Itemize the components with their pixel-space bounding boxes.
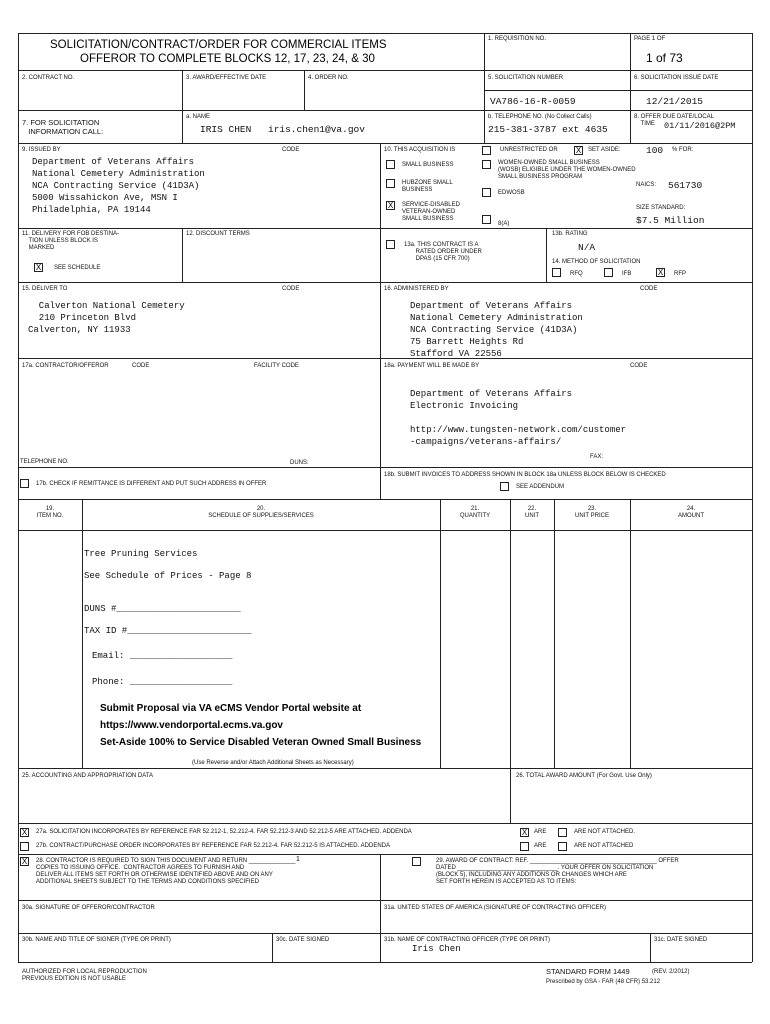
small-business-label: SMALL BUSINESS <box>402 162 454 168</box>
issue-date-label: 6. SOLICITATION ISSUE DATE <box>634 75 719 81</box>
27b-checkbox[interactable] <box>20 842 29 851</box>
solicitation-no-value: VA786-16-R-0059 <box>490 96 576 107</box>
unrestricted-label: UNRESTRICTED OR <box>500 147 558 153</box>
see-addendum-checkbox[interactable] <box>500 482 509 491</box>
issue-date-value: 12/21/2015 <box>646 96 704 107</box>
rule <box>18 962 752 963</box>
31b-value: Iris Chen <box>412 944 461 954</box>
28-checkbox[interactable]: X <box>21 857 28 866</box>
telephone-label: TELEPHONE NO. <box>20 459 69 465</box>
submit-invoices-label: 18b. SUBMIT INVOICES TO ADDRESS SHOWN IN BLOCK 18a UNLESS BLOCK BELOW IS CHECKED <box>384 472 666 478</box>
8a-label: 8(A) <box>498 221 510 227</box>
total-award-label: 26. TOTAL AWARD AMOUNT (For Govt. Use Only) <box>516 773 652 779</box>
30c-label: 30c. DATE SIGNED <box>276 937 330 943</box>
discount-label: 12. DISCOUNT TERMS <box>186 231 250 237</box>
rule <box>18 499 752 500</box>
schedule-tax-id: TAX ID #_______________________ <box>84 626 252 636</box>
27a-are-not-checkbox[interactable] <box>558 828 567 837</box>
ifb-label: IFB <box>622 271 632 277</box>
29-checkbox[interactable] <box>412 857 421 866</box>
rule <box>182 228 183 282</box>
rule <box>18 33 19 962</box>
duns-label: DUNS: <box>290 460 309 466</box>
rule <box>510 768 511 823</box>
rule <box>182 70 183 143</box>
rule <box>752 33 753 962</box>
rule <box>630 499 631 768</box>
rating-label: 13b. RATING <box>552 231 588 237</box>
31c-label: 31c. DATE SIGNED <box>654 937 708 943</box>
col-unit: 22. UNIT <box>525 506 539 519</box>
rule <box>18 768 752 769</box>
27a-are-checkbox[interactable]: X <box>521 828 528 837</box>
col-amount: 24. AMOUNT <box>678 506 704 519</box>
footer-standard-form: STANDARD FORM 1449 <box>546 967 630 976</box>
rule <box>650 933 651 962</box>
set-aside-checkbox[interactable]: X <box>575 146 582 155</box>
27b-are-not-checkbox[interactable] <box>558 842 567 851</box>
wosb-label: WOMEN-OWNED SMALL BUSINESS (WOSB) ELIGIBLE UNDER THE WOMEN-OWNED SMALL BUSINESS PROGRAM <box>498 160 636 180</box>
naics-value: 561730 <box>668 180 703 191</box>
schedule-email: Email: ___________________ <box>92 651 233 661</box>
footer-revision: (REV. 2/2012) <box>652 969 690 975</box>
30a-label: 30a. SIGNATURE OF OFFEROR/CONTRACTOR <box>22 905 155 911</box>
remittance-checkbox[interactable] <box>20 479 29 488</box>
issued-by-code-label: CODE <box>282 147 300 153</box>
facility-code-label: FACILITY CODE <box>254 363 299 369</box>
size-standard-label: SIZE STANDARD: <box>636 205 686 211</box>
rule <box>18 110 752 111</box>
fob-label: 11. DELIVERY FOR FOB DESTINA- TION UNLESS BLOCK IS MARKED <box>22 231 120 251</box>
rated-order-checkbox[interactable] <box>386 240 395 249</box>
rule <box>554 499 555 768</box>
form-title-line1: SOLICITATION/CONTRACT/ORDER FOR COMMERCIAL ITEMS <box>50 39 387 51</box>
vendor-portal-link[interactable]: https://www.vendorportal.ecms.va.gov <box>100 720 283 731</box>
rule <box>272 933 273 962</box>
set-aside-statement: Set-Aside 100% to Service Disabled Veteran Owned Small Business <box>100 737 422 748</box>
hubzone-label: HUBZONE SMALL BUSINESS <box>402 180 453 193</box>
offer-due-label: 8. OFFER DUE DATE/LOCAL TIME <box>634 114 714 127</box>
footer-reproduction: AUTHORIZED FOR LOCAL REPRODUCTION PREVIOUS EDITION IS NOT USABLE <box>22 969 147 982</box>
info-call-label: 7. FOR SOLICITATION INFORMATION CALL: <box>22 118 104 136</box>
31a-label: 31a. UNITED STATES OF AMERICA (SIGNATURE OF CONTRACTING OFFICER) <box>384 905 607 911</box>
requisition-label: 1. REQUISITION NO. <box>488 36 547 42</box>
sdvosb-label: SERVICE-DISABLED VETERAN-OWNED SMALL BUSINESS <box>402 202 460 222</box>
rfp-label: RFP <box>674 271 686 277</box>
rule <box>484 33 485 143</box>
27a-are-not-label: ARE NOT ATTACHED. <box>574 829 636 835</box>
col-quantity: 21. QUANTITY <box>459 506 491 519</box>
deliver-to-code-label: CODE <box>282 286 300 292</box>
issued-by-label: 9. ISSUED BY <box>22 147 61 153</box>
pct-for-label: % FOR: <box>672 147 694 153</box>
administered-by-code-label: CODE <box>640 286 658 292</box>
rule <box>484 90 752 91</box>
acquisition-label: 10. THIS ACQUISITION IS <box>384 147 456 153</box>
schedule-duns: DUNS #_______________________ <box>84 604 241 614</box>
rule <box>18 70 752 71</box>
contractor-label: 17a. CONTRACTOR/OFFEROR <box>22 363 109 369</box>
name-label: a. NAME <box>186 114 211 120</box>
phone-label: b. TELEPHONE NO. (No Collect Calls) <box>488 114 592 120</box>
28-copies-value: 1 <box>296 856 300 863</box>
rule <box>18 358 752 359</box>
28-label: 28. CONTRACTOR IS REQUIRED TO SIGN THIS DOCUMENT AND RETURN ______________ COPIES TO ISSUING OFFICE. CONTRACTOR AGREES TO FURNISH AND DELIVER ALL ITEMS SET FORTH OR OTHERWISE IDENTIFIED ABOVE AND ON ANY ADDITIONAL SHEETS SUBJECT TO THE TERMS AND CONDITIONS SPECIFIED <box>36 858 296 885</box>
reverse-note: (Use Reverse and/or Attach Additional Sheets as Necessary) <box>192 760 354 766</box>
rule <box>18 854 752 855</box>
deliver-to-label: 15. DELIVER TO <box>22 286 68 292</box>
see-schedule-label: SEE SCHEDULE <box>54 265 101 271</box>
payment-value: Department of Veterans Affairs Electronic Invoicing http://www.tungsten-network.com/customer -campaigns/veterans-affairs/ <box>410 389 627 447</box>
rule <box>82 499 83 768</box>
naics-label: NAICS: <box>636 182 657 188</box>
31b-label: 31b. NAME OF CONTRACTING OFFICER (TYPE OR PRINT) <box>384 937 551 943</box>
30b-label: 30b. NAME AND TITLE OF SIGNER (TYPE OR PRINT) <box>22 937 171 943</box>
edwosb-checkbox[interactable] <box>482 188 491 197</box>
payment-code-label: CODE <box>630 363 648 369</box>
offer-due-value: 01/11/2016@2PM <box>664 121 736 131</box>
edwosb-label: EDWOSB <box>498 190 525 196</box>
rating-value: N/A <box>578 242 596 253</box>
rule <box>630 33 631 143</box>
rule <box>510 499 511 768</box>
col-item-no: 19. ITEM NO. <box>36 506 64 519</box>
fax-label: FAX: <box>590 454 604 460</box>
27b-label: 27b. CONTRACT/PURCHASE ORDER INCORPORATES BY REFERENCE FAR 52.212-4. FAR 52.212-5 IS ATTACHED. ADDENDA <box>36 843 390 849</box>
footer-prescribed: Prescribed by GSA - FAR (48 CFR) 53.212 <box>546 979 661 985</box>
size-standard-value: $7.5 Million <box>636 215 705 226</box>
ifb-checkbox[interactable] <box>604 268 613 277</box>
set-aside-label: SET ASIDE: <box>588 147 621 153</box>
sdvosb-checkbox[interactable]: X <box>387 201 394 210</box>
rule <box>18 282 752 283</box>
rated-order-label: 13a. THIS CONTRACT IS A RATED ORDER UNDER DPAS (15 CFR 700) <box>404 242 482 262</box>
rule <box>380 854 381 962</box>
schedule-line-service: Tree Pruning Services <box>84 549 198 559</box>
email-value: iris.chen1@va.gov <box>268 124 365 135</box>
page-label: PAGE 1 OF <box>634 36 666 42</box>
schedule-phone: Phone: ___________________ <box>92 677 233 687</box>
deliver-to-value: Calverton National Cemetery 210 Princeton Blvd Calverton, NY 11933 <box>28 301 185 335</box>
remittance-label: 17b. CHECK IF REMITTANCE IS DIFFERENT AND PUT SUCH ADDRESS IN OFFER <box>36 481 267 487</box>
order-no-label: 4. ORDER NO. <box>308 75 349 81</box>
rfp-checkbox[interactable]: X <box>657 268 664 277</box>
administered-by-value: Department of Veterans Affairs National Cemetery Administration NCA Contracting Service (41D3A) 75 Barrett Heights Rd Stafford VA 22556 <box>410 301 583 359</box>
rfq-label: RFQ <box>570 271 583 277</box>
rule <box>18 228 752 229</box>
rule <box>546 228 547 282</box>
rule <box>18 823 752 824</box>
hubzone-checkbox[interactable] <box>386 179 395 188</box>
rule <box>18 33 752 34</box>
rule <box>18 933 752 934</box>
payment-label: 18a. PAYMENT WILL BE MADE BY <box>384 363 480 369</box>
27b-are-checkbox[interactable] <box>520 842 529 851</box>
form-title-line2: OFFEROR TO COMPLETE BLOCKS 12, 17, 23, 24, & 30 <box>80 53 375 65</box>
name-value: IRIS CHEN <box>200 124 252 135</box>
rfq-checkbox[interactable] <box>552 268 561 277</box>
see-schedule-checkbox[interactable]: X <box>35 263 42 272</box>
8a-checkbox[interactable] <box>482 215 491 224</box>
29-label: 29. AWARD OF CONTRACT: REF. ______________________________________ OFFER DATED ______________________________. YOUR OFFER ON SOLICITATION (BLOCK 5), INCLUDING ANY ADDITIONS OR CHANGES WHICH ARE SET FORTH HEREIN IS ACCEPTED AS TO ITEMS: <box>436 858 679 885</box>
rule <box>18 467 752 468</box>
contract-no-label: 2. CONTRACT NO. <box>22 75 75 81</box>
contractor-code-label: CODE <box>132 363 150 369</box>
accounting-label: 25. ACCOUNTING AND APPROPRIATION DATA <box>22 773 154 779</box>
administered-by-label: 16. ADMINISTERED BY <box>384 286 449 292</box>
small-business-checkbox[interactable] <box>386 160 395 169</box>
see-addendum-label: SEE ADDENDUM <box>516 484 565 490</box>
col-unit-price: 23. UNIT PRICE <box>575 506 609 519</box>
rule <box>18 530 752 531</box>
issued-by-value: Department of Veterans Affairs National Cemetery Administration NCA Contracting Service (41D3A) 5000 Wissahickon Ave, MSN I Philadelphia, PA 19144 <box>32 157 205 215</box>
set-aside-value: 100 <box>646 145 664 156</box>
27a-checkbox[interactable]: X <box>21 828 28 837</box>
method-label: 14. METHOD OF SOLICITATION <box>552 259 641 265</box>
27b-are-label: ARE <box>534 843 547 849</box>
rule <box>18 143 752 144</box>
proposal-instruction: Submit Proposal via VA eCMS Vendor Portal website at <box>100 703 362 714</box>
rule <box>304 70 305 110</box>
schedule-line-prices: See Schedule of Prices - Page 8 <box>84 571 252 581</box>
unrestricted-checkbox[interactable] <box>482 146 491 155</box>
rule <box>440 499 441 768</box>
27a-are-label: ARE <box>534 829 547 835</box>
rule <box>380 143 381 499</box>
phone-value: 215-381-3787 ext 4635 <box>488 124 608 135</box>
solicitation-no-label: 5. SOLICITATION NUMBER <box>488 75 564 81</box>
award-date-label: 3. AWARD/EFFECTIVE DATE <box>186 75 267 81</box>
page-value: 1 of 73 <box>646 51 683 65</box>
27a-label: 27a. SOLICITATION INCORPORATES BY REFERENCE FAR 52.212-1, 52.212-4. FAR 52.212-3 AND 52.212-5 ARE ATTACHED. ADDENDA <box>36 829 412 835</box>
wosb-checkbox[interactable] <box>482 160 491 169</box>
col-schedule: 20. SCHEDULE OF SUPPLIES/SERVICES <box>208 506 314 519</box>
rule <box>18 900 752 901</box>
27b-are-not-label: ARE NOT ATTACHED <box>574 843 634 849</box>
